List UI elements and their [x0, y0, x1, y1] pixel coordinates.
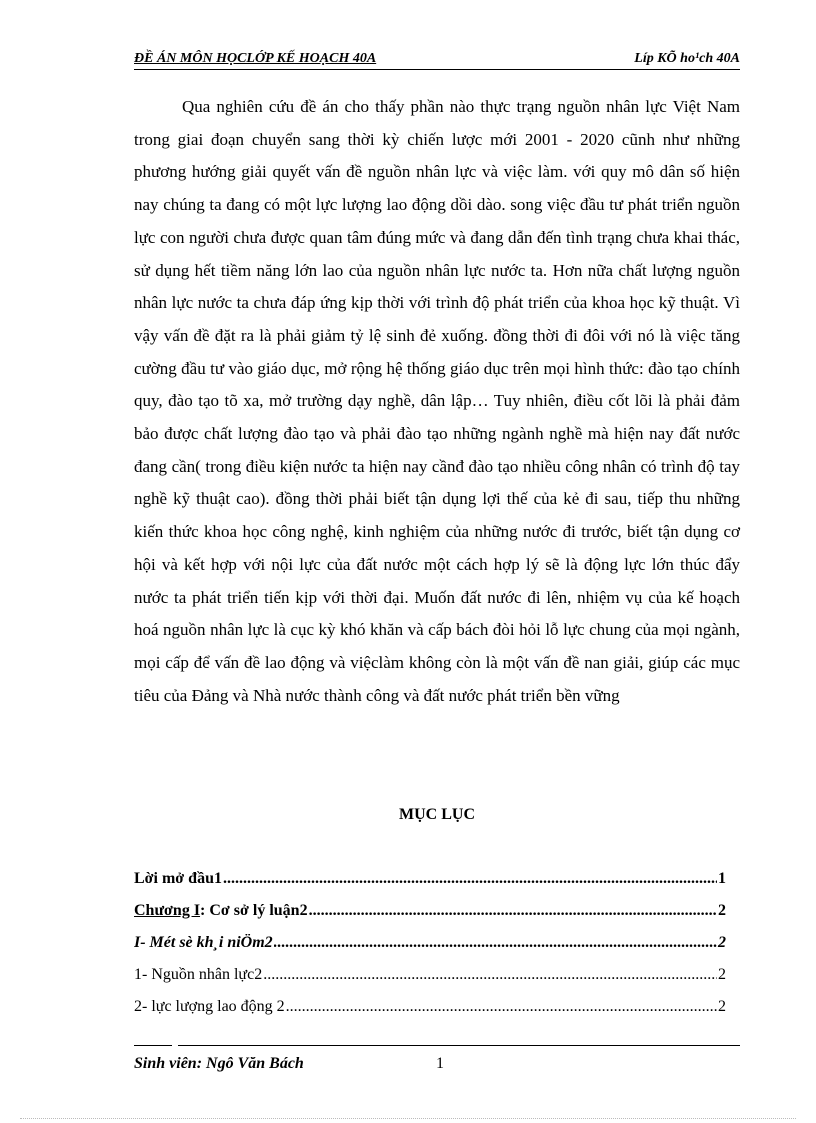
toc-entry-label: I- Mét sè kh¸i niÖm2	[134, 934, 273, 951]
toc-leader-dots	[263, 966, 717, 984]
header-right-title: Líp KÕ ho¹ch 40A	[634, 51, 740, 66]
toc-leader-dots	[274, 934, 717, 952]
toc-entry-loi-mo-dau	[134, 870, 726, 892]
page-header	[134, 49, 740, 70]
toc-entry-chuong-1	[134, 902, 726, 924]
toc-leader-dots	[223, 870, 717, 888]
footer-student-name: Sinh viên: Ngô Văn Bách	[134, 1055, 304, 1072]
toc-entry-page: 2	[718, 998, 726, 1015]
toc-entry-page: 2	[718, 966, 726, 983]
footer-rule	[134, 1045, 740, 1046]
toc-entry-page: 2	[718, 902, 726, 919]
toc-entry-page: 2	[718, 934, 726, 951]
toc-entry-label: 2- lực lượng lao động 2	[134, 998, 285, 1015]
toc-entry-luc-luong-lao-dong	[134, 998, 726, 1020]
toc-entry-label-prefix: Chương I	[134, 902, 201, 919]
page-bottom-border	[20, 1118, 796, 1119]
toc-entry-label: 1- Nguồn nhân lực2	[134, 966, 263, 983]
toc-entry-label-suffix: : Cơ sở lý luận2	[200, 902, 308, 919]
header-left-title: ĐỀ ÁN MÔN HỌCLỚP KẾ HOẠCH 40A	[134, 51, 377, 66]
toc-entry-nguon-nhan-luc	[134, 966, 726, 988]
footer-rule-gap	[172, 1043, 178, 1048]
toc-entry-mot-so-khai-niem	[134, 934, 726, 956]
toc-entry-label	[134, 902, 308, 920]
toc-leader-dots	[309, 902, 717, 920]
toc-leader-dots	[286, 998, 717, 1016]
toc-entry-page: 1	[718, 870, 726, 887]
toc-entry-label: Lời mở đầu1	[134, 870, 222, 887]
conclusion-paragraph: Qua nghiên cứu đề án cho thấy phần nào thực trạng nguồn nhân lực Việt Nam trong giai đoạn chuyển sang thời kỳ chiến lược mới 2001 - 2020 cũnh như những phương hướng giải quyết vấn đề nguồn nhân lực và việc làm. với quy mô dân số hiện nay chúng ta đang có một lực lượng lao động dồi dào. song việc đầu tư phát triển nguồn lực con người chưa được quan tâm đúng mức và đang dẫn đến tình trạng chưa khai thác, sử dụng hết tiềm năng lớn lao của nguồn nhân lực nước ta. Hơn nữa chất lượng nguồn nhân lực nước ta chưa đáp ứng kịp thời với trình độ phát triển của khoa học kỹ thuật. Vì vậy vấn đề đặt ra là phải giảm tỷ lệ sinh đẻ xuống. đồng thời đi đôi với nó là việc tăng cường đầu tư vào giáo dục, mở rộng hệ thống giáo dục trên mọi hình thức: đào tạo chính quy, đào tạo tõ xa, mở trường dạy nghề, dân lập… Tuy nhiên, điều cốt lõi là phải đảm bảo được chất lượng đào tạo và phải đào tạo những ngành nghề mà hiện nay đất nước đang cần( trong điều kiện nước ta hiện nay cầnđ đào tạo nhiều công nhân có trình độ tay nghề kỹ thuật cao). đồng thời phải biết tận dụng lợi thế của kẻ đi sau, tiếp thu những kiến thức khoa học công nghệ, kinh nghiệm của những nước đi trước, biết tận dụng cơ hội và kết hợp với nội lực của đất nước một cách hợp lý sẽ là động lực lớn thúc đẩy nước ta phát triển tiến kịp với thời đại. Muốn đất nước đi lên, nhiệm vụ của kế hoạch hoá nguồn nhân lực là cục kỳ khó khăn và cấp bách đòi hỏi lỗ lực chung của mọi ngành, mọi cấp để vấn đề lao động và việclàm không còn là một vấn đề nan giải, giúp các mục tiêu của Đảng và Nhà nước thành công và đất nước phát triển bền vững	[134, 97, 740, 705]
footer-page-number: 1	[436, 1055, 444, 1072]
toc-title: MỤC LỤC	[399, 806, 475, 823]
